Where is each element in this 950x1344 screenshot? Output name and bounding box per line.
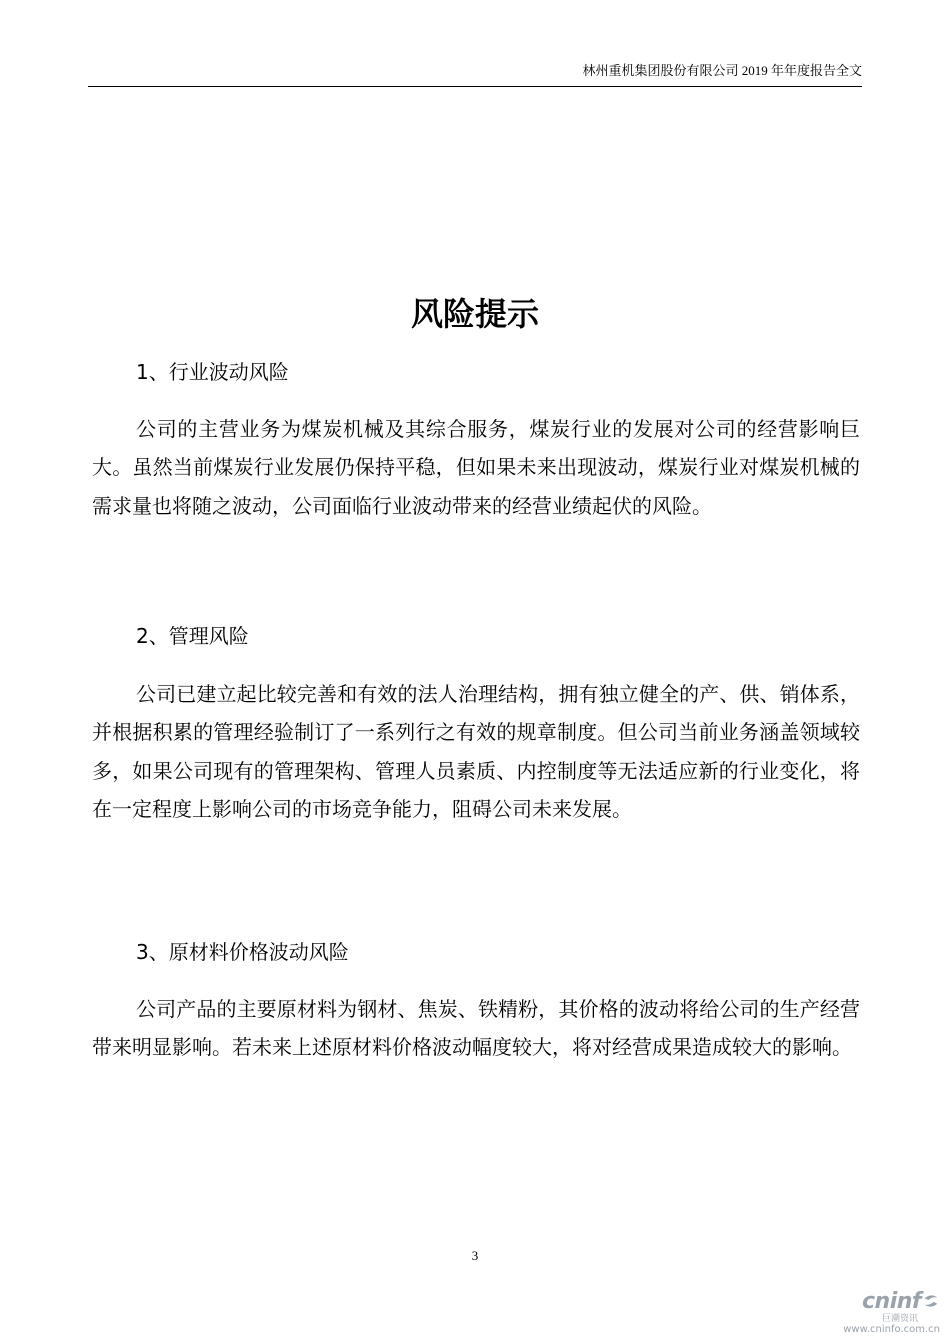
section-body-management-risk: 公司已建立起比较完善和有效的法人治理结构，拥有独立健全的产、供、销体系，并根据积累的管理经验制订了一系列行之有效的规章制度。但公司当前业务涵盖领域较多，如果公司现有的管理架构、管理人员素质、内控制度等无法适应新的行业变化，将在一定程度上影响公司的市场竞争能力，阻碍公司未来发展。	[92, 682, 860, 821]
cninfo-watermark	[843, 1290, 940, 1336]
section-heading-industry-risk: 1、行业波动风险	[136, 360, 289, 384]
watermark-logo	[843, 1290, 940, 1314]
page-title: 风险提示	[410, 295, 539, 333]
watermark-url: www.cninfo.com.cn	[843, 1324, 940, 1335]
section-heading-management-risk: 2、管理风险	[136, 624, 249, 648]
header-divider	[88, 86, 862, 87]
report-header-title: 林州重机集团股份有限公司 2019 年年度报告全文	[582, 63, 862, 78]
report-header	[88, 62, 862, 80]
section-body-industry-risk: 公司的主营业务为煤炭机械及其综合服务，煤炭行业的发展对公司的经营影响巨大。虽然当前煤炭行业发展仍保持平稳，但如果未来出现波动，煤炭行业对煤炭机械的需求量也将随之波动，公司面临行业波动带来的经营业绩起伏的风险。	[92, 417, 860, 518]
watermark-logo-text: cninf	[862, 1289, 921, 1314]
section-heading-raw-material-risk: 3、原材料价格波动风险	[136, 940, 349, 964]
page-number: 3	[471, 1248, 479, 1263]
section-body-raw-material-risk: 公司产品的主要原材料为钢材、焦炭、铁精粉，其价格的波动将给公司的生产经营带来明显影响。若未来上述原材料价格波动幅度较大，将对经营成果造成较大的影响。	[92, 997, 860, 1060]
watermark-chinese-name: 巨潮资讯	[881, 1314, 918, 1324]
cninfo-swirl-icon	[922, 1292, 940, 1310]
